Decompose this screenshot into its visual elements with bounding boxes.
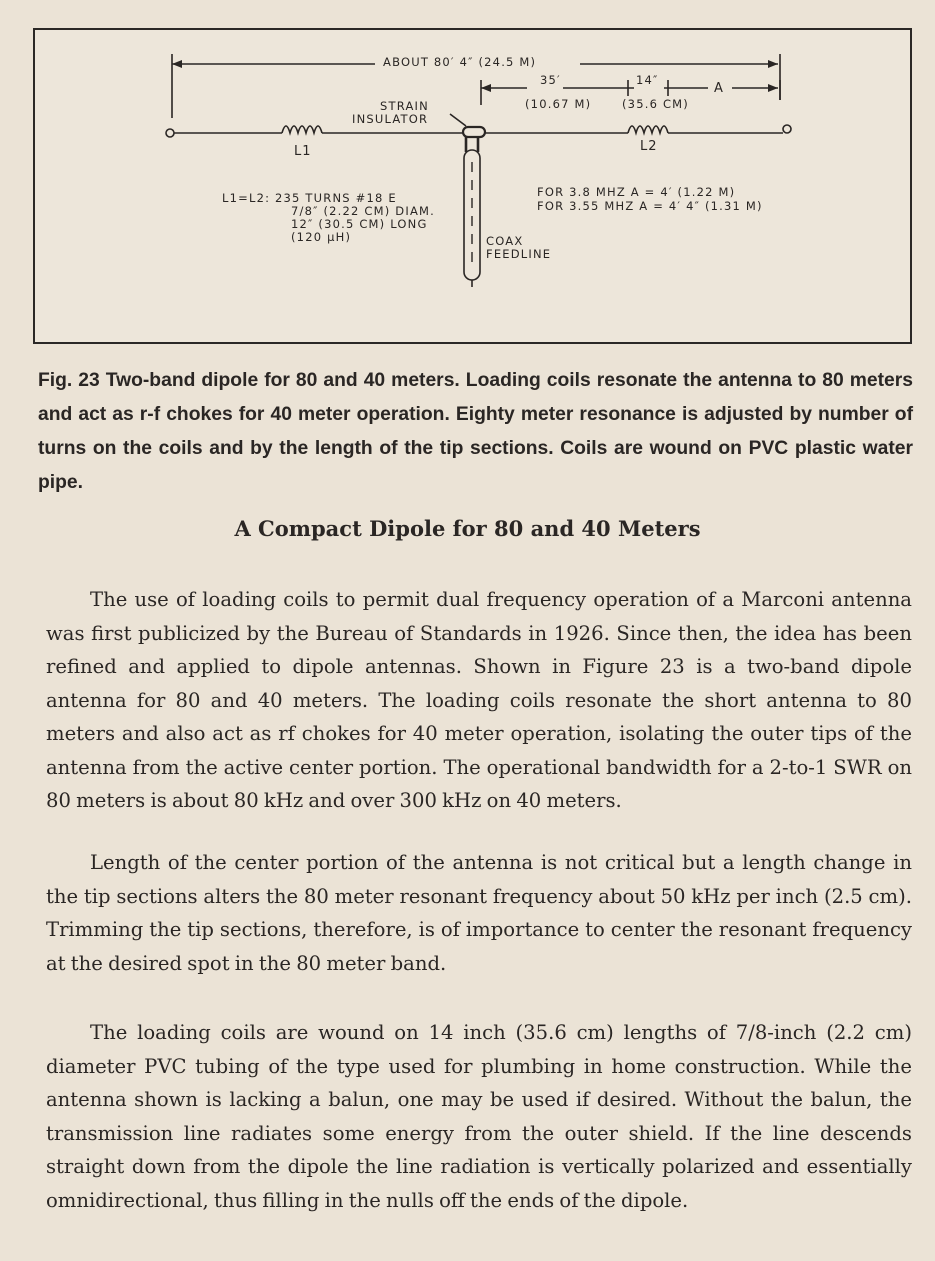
coax-label-line1: COAX [486,234,524,248]
center-length-m: (10.67 M) [525,97,592,111]
strain-label-line2: INSULATOR [352,112,429,126]
coil-1-label: L1 [294,144,312,159]
coil-spec-line1: L1=L2: 235 TURNS #18 E [222,191,397,205]
center-length-ft: 35′ [540,73,561,87]
body-paragraph-1: The use of loading coils to permit dual frequency operation of a Marconi antenna was first publicized by the Bureau of Standards in 1926. Since then, the idea has been refined and applied to dipole antennas. Shown in Figure 23 is a two-band dipole antenna for 80 and 40 meters. The loading coils resonate the short antenna to 80 meters and also act as rf chokes for 40 meter operation, isolating the outer tips of the antenna from the active center portion. The operational bandwidth for a 2-to-1 SWR on 80 meters is about 80 kHz and over 300 kHz on 40 meters. [46,588,912,812]
coil-2-label: L2 [640,139,658,154]
coil-spec-line4: (120 μH) [291,230,352,244]
coax-feedline [464,137,480,287]
freq-spec-line1: FOR 3.8 MHZ A = 4′ (1.22 M) [537,185,736,199]
coil-length-cm: (35.6 CM) [622,97,689,111]
dipole-diagram [0,0,935,345]
figure-caption: Fig. 23 Two-band dipole for 80 and 40 meters. Loading coils resonate the antenna to 80 meters and act as r-f chokes for 40 meter operation. Eighty meter resonance is adjusted by number of turns on the coils and by the length of the tip sections. Coils are wound on PVC plastic water pipe. [38,370,913,493]
freq-spec-line2: FOR 3.55 MHZ A = 4′ 4″ (1.31 M) [537,199,763,213]
section-title: A Compact Dipole for 80 and 40 Meters [234,516,701,541]
body-paragraph-3: The loading coils are wound on 14 inch (35.6 cm) lengths of 7/8-inch (2.2 cm) diameter PVC tubing of the type used for plumbing in home construction. While the antenna shown is lacking a balun, one may be used if desired. Without the balun, the transmission line radiates some energy from the outer shield. If the line descends straight down from the dipole the line radiation is vertically polarized and essentially omnidirectional, thus filling in the nulls off the ends of the dipole. [46,1021,912,1212]
coax-label-line2: FEEDLINE [486,247,552,261]
overall-length-label: ABOUT 80′ 4″ (24.5 M) [383,55,537,69]
tip-length-label: A [714,81,724,96]
strain-label-line1: STRAIN [380,99,429,113]
body-paragraph-2: Length of the center portion of the antenna is not critical but a length change in the tip sections alters the 80 meter resonant frequency about 50 kHz per inch (2.5 cm). Trimming the tip sections, therefore, is of importance to center the resonant frequency at the desired spot in the 80 meter band. [46,851,912,975]
coil-spec-line3: 12″ (30.5 CM) LONG [291,217,428,231]
coil-spec-line2: 7/8″ (2.22 CM) DIAM. [291,204,435,218]
coil-length-in: 14″ [636,73,659,87]
